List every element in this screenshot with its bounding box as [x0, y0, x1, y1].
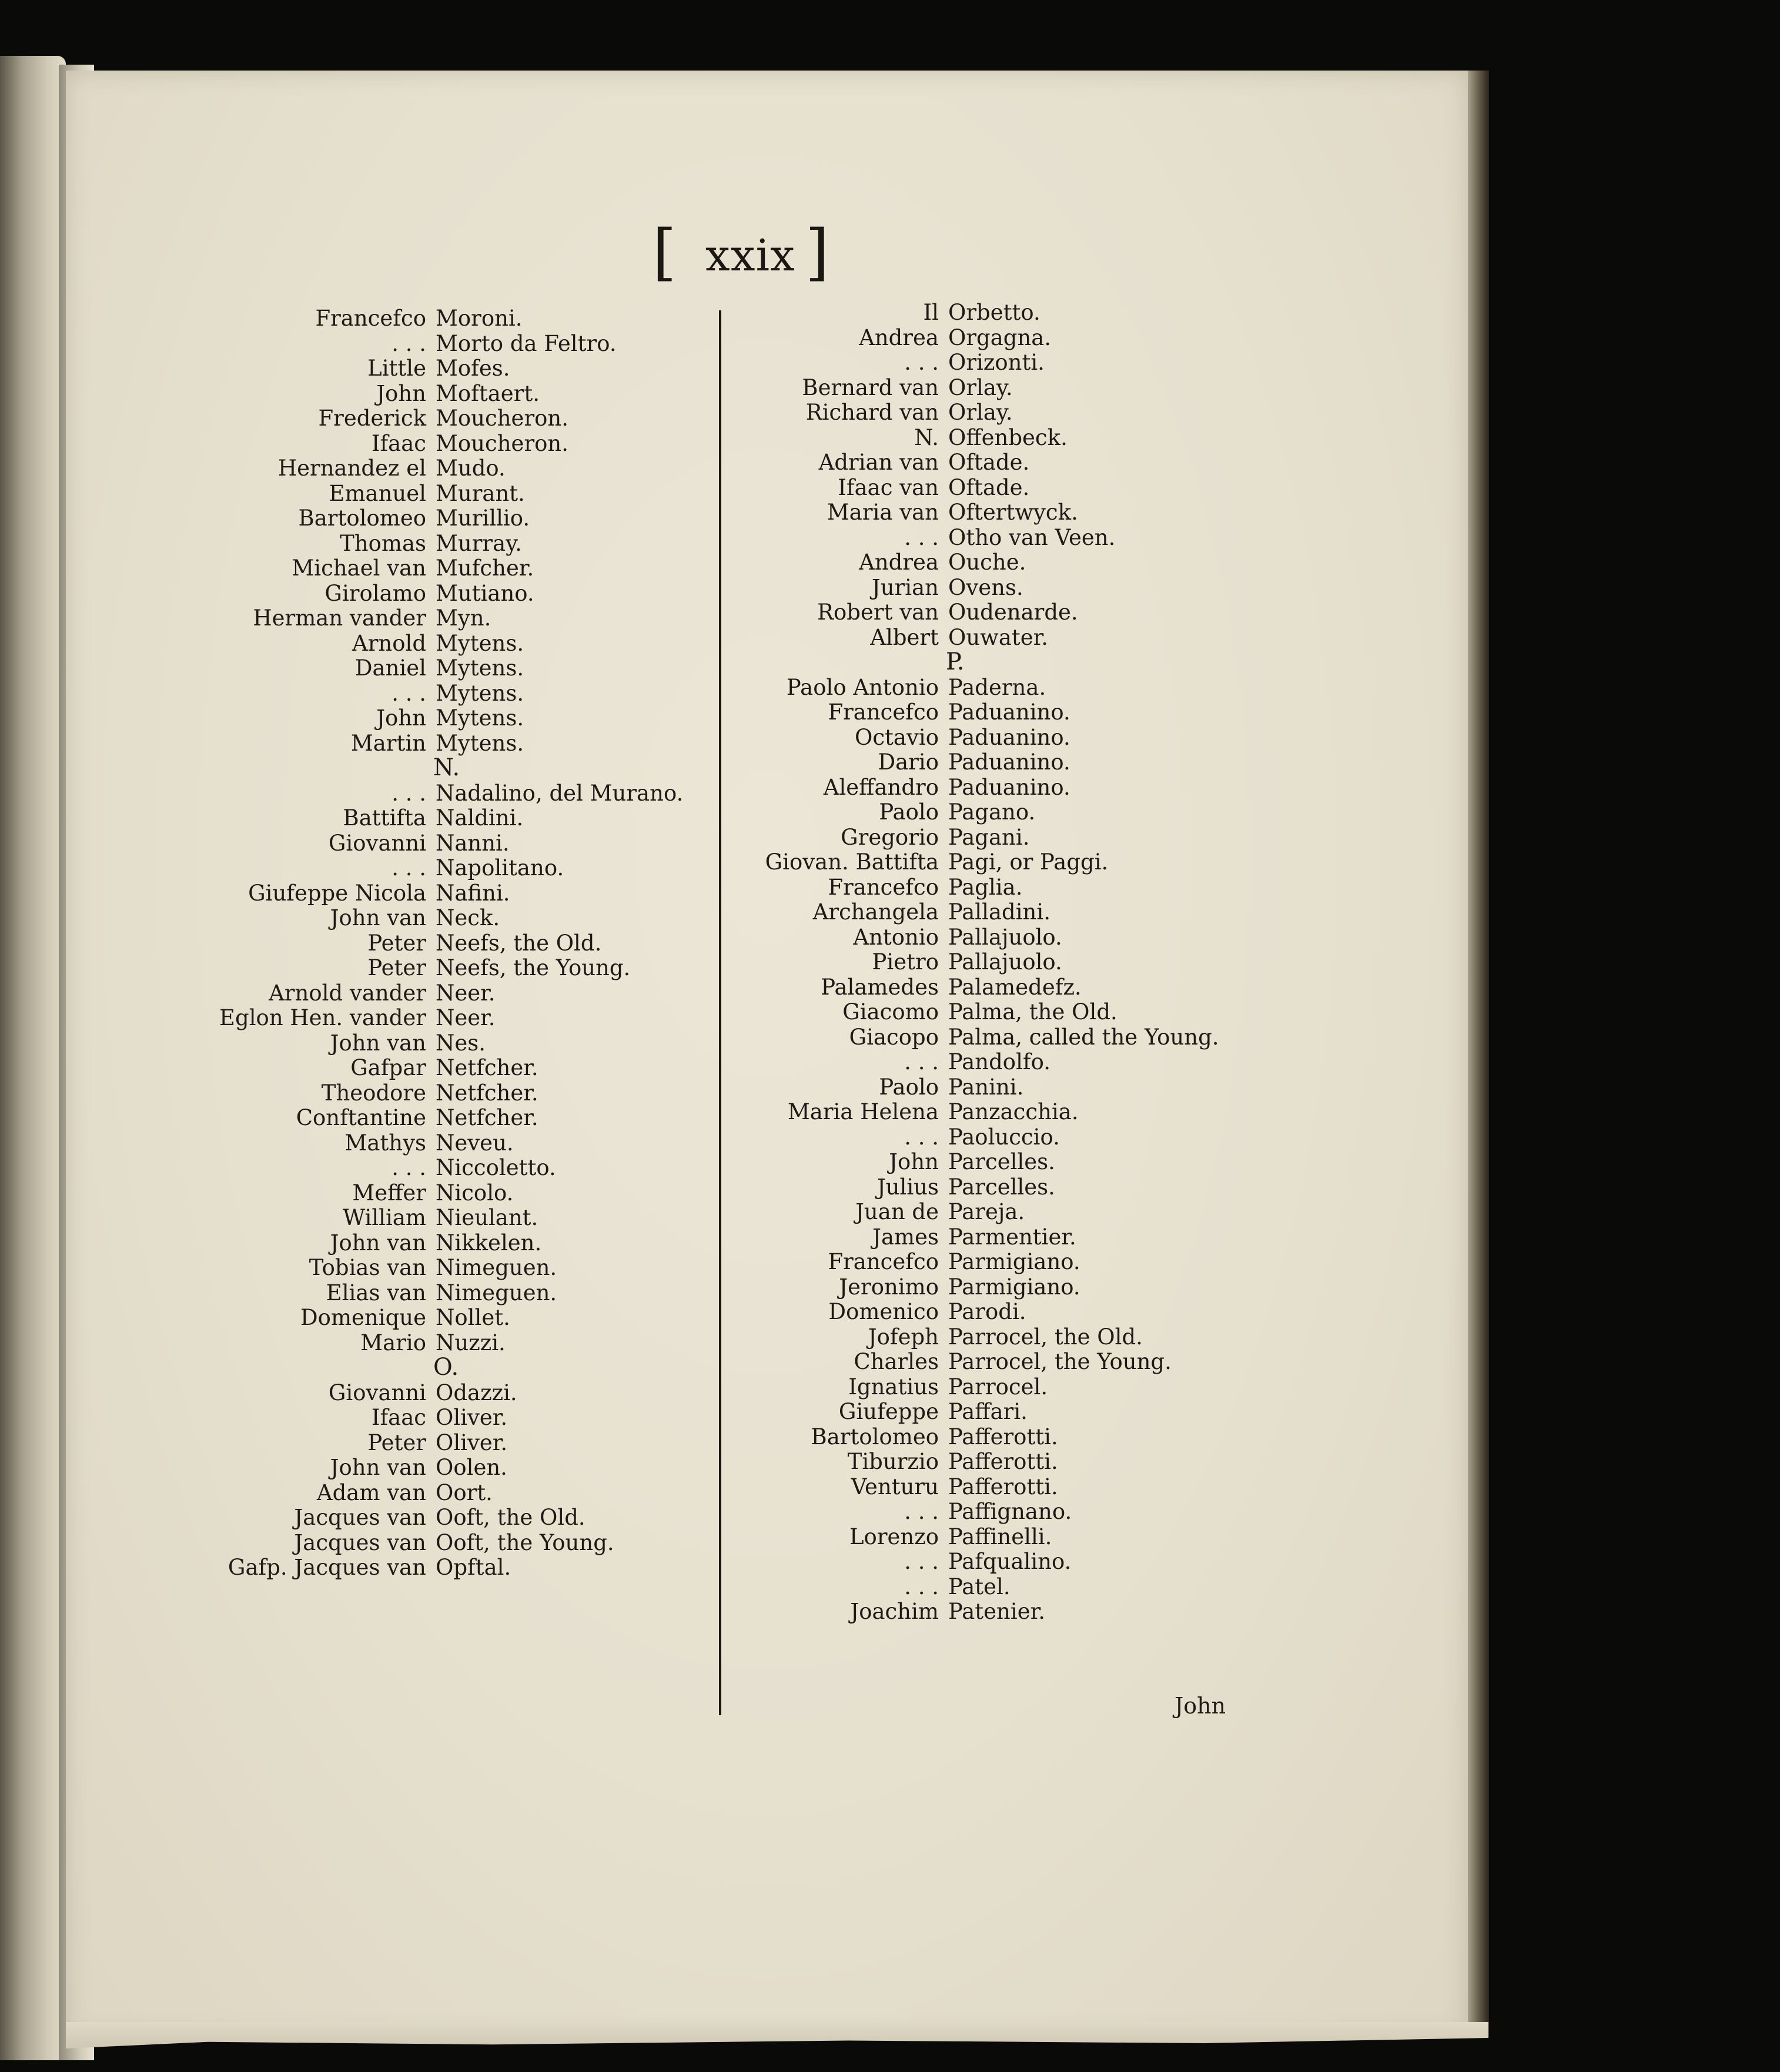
- entry-first-name: Palamedes: [821, 974, 939, 1000]
- book-page: [66, 71, 1468, 2037]
- entry-first-name: Dario: [878, 749, 939, 775]
- entry-first-name: John: [376, 380, 426, 406]
- entry-first-name: . . .: [392, 855, 426, 881]
- entry-first-name: John van: [330, 905, 426, 930]
- entry-surname: Panzacchia.: [948, 1099, 1079, 1124]
- section-letter: O.: [433, 1354, 459, 1381]
- entry-first-name: Domenico: [828, 1299, 939, 1324]
- entry-first-name: Peter: [367, 955, 426, 980]
- bracket-right: ]: [805, 216, 829, 288]
- entry-surname: Naldini.: [436, 805, 524, 831]
- entry-surname: Palma, called the Young.: [948, 1024, 1219, 1050]
- entry-first-name: Giovan. Battifta: [765, 849, 939, 875]
- entry-surname: Murray.: [436, 530, 522, 556]
- entry-first-name: . . .: [392, 330, 426, 356]
- bracket-left: [: [653, 216, 677, 288]
- entry-surname: Nimeguen.: [436, 1255, 557, 1280]
- entry-first-name: Peter: [367, 930, 426, 956]
- entry-surname: Pagani.: [948, 824, 1030, 850]
- entry-first-name: John: [889, 1149, 939, 1174]
- entry-first-name: Gafp. Jacques van: [227, 1555, 426, 1580]
- entry-first-name: Giufeppe Nicola: [248, 880, 426, 906]
- entry-surname: Parrocel, the Old.: [948, 1324, 1143, 1350]
- entry-first-name: Lorenzo: [849, 1524, 939, 1549]
- entry-surname: Parrocel, the Young.: [948, 1349, 1172, 1374]
- entry-surname: Moucheron.: [436, 406, 568, 431]
- entry-first-name: Paolo Antonio: [786, 674, 939, 700]
- entry-first-name: John van: [330, 1030, 426, 1056]
- entry-surname: Paduanino.: [948, 699, 1070, 725]
- section-letter: P.: [946, 648, 965, 675]
- entry-surname: Neefs, the Young.: [436, 955, 631, 980]
- entry-first-name: Albert: [870, 624, 939, 650]
- entry-surname: Neveu.: [436, 1130, 514, 1156]
- entry-first-name: Paolo: [879, 799, 939, 825]
- entry-surname: Mutiano.: [436, 580, 534, 606]
- entry-first-name: Ignatius: [848, 1374, 939, 1400]
- entry-surname: Nollet.: [436, 1305, 510, 1330]
- entry-surname: Oudenarde.: [948, 600, 1078, 625]
- entry-first-name: Pietro: [872, 949, 939, 975]
- entry-surname: Oftade.: [948, 474, 1030, 500]
- entry-surname: Parmigiano.: [948, 1274, 1080, 1300]
- entry-first-name: Maria Helena: [787, 1099, 939, 1124]
- entry-first-name: Giovanni: [328, 1380, 426, 1405]
- entry-surname: Pandolfo.: [948, 1049, 1050, 1075]
- entry-first-name: Bartolomeo: [298, 506, 426, 531]
- entry-surname: Patel.: [948, 1574, 1011, 1599]
- entry-first-name: Elias van: [326, 1280, 426, 1306]
- entry-surname: Napolitano.: [436, 855, 564, 881]
- entry-surname: Paderna.: [948, 674, 1046, 700]
- entry-surname: Odazzi.: [436, 1380, 517, 1405]
- entry-first-name: Ifaac: [371, 430, 426, 456]
- entry-surname: Opftal.: [436, 1555, 511, 1580]
- entry-surname: Palladini.: [948, 899, 1050, 925]
- entry-first-name: Peter: [367, 1430, 426, 1455]
- entry-surname: Parodi.: [948, 1299, 1026, 1324]
- entry-surname: Oftertwyck.: [948, 500, 1078, 525]
- column-divider: [719, 310, 721, 1715]
- entry-surname: Oolen.: [436, 1455, 507, 1480]
- entry-first-name: Eglon Hen. vander: [219, 1005, 426, 1030]
- entry-surname: Paduanino.: [948, 724, 1070, 750]
- entry-first-name: Jurian: [871, 574, 939, 600]
- entry-surname: Pallajuolo.: [948, 949, 1062, 975]
- entry-surname: Ovens.: [948, 574, 1023, 600]
- entry-surname: Parcelles.: [948, 1149, 1055, 1174]
- entry-first-name: James: [872, 1224, 939, 1250]
- entry-first-name: Maria van: [827, 500, 939, 525]
- entry-first-name: Andrea: [859, 324, 939, 350]
- entry-surname: Panini.: [948, 1074, 1024, 1100]
- entry-first-name: Daniel: [354, 655, 426, 681]
- entry-first-name: Juan de: [855, 1199, 939, 1224]
- entry-surname: Pagi, or Paggi.: [948, 849, 1109, 875]
- entry-first-name: Giufeppe: [838, 1399, 939, 1424]
- entry-first-name: Robert van: [817, 600, 939, 625]
- entry-surname: Nikkelen.: [436, 1230, 542, 1256]
- entry-surname: Paduanino.: [948, 749, 1070, 775]
- entry-surname: Nadalino, del Murano.: [436, 780, 684, 806]
- entry-first-name: Tiburzio: [847, 1449, 939, 1474]
- entry-first-name: Archangela: [812, 899, 939, 925]
- entry-surname: Myn.: [436, 605, 491, 631]
- entry-first-name: . . .: [904, 1124, 939, 1150]
- entry-surname: Parrocel.: [948, 1374, 1048, 1400]
- entry-first-name: Girolamo: [324, 580, 426, 606]
- entry-surname: Paduanino.: [948, 774, 1070, 800]
- entry-surname: Niccoletto.: [436, 1155, 556, 1180]
- entry-surname: Moftaert.: [436, 380, 540, 406]
- entry-first-name: . . .: [904, 1049, 939, 1075]
- entry-first-name: Emanuel: [329, 480, 426, 506]
- entry-first-name: Bartolomeo: [811, 1424, 939, 1450]
- entry-first-name: Giacomo: [842, 999, 939, 1025]
- entry-first-name: . . .: [904, 524, 939, 550]
- entry-first-name: . . .: [904, 1574, 939, 1599]
- entry-surname: Pafferotti.: [948, 1474, 1058, 1499]
- entry-surname: Pareja.: [948, 1199, 1025, 1224]
- entry-surname: Ouche.: [948, 550, 1026, 575]
- entry-surname: Oort.: [436, 1479, 493, 1505]
- entry-first-name: John van: [330, 1455, 426, 1480]
- entry-surname: Moroni.: [436, 306, 523, 331]
- entry-first-name: Thomas: [340, 530, 426, 556]
- entry-surname: Parmigiano.: [948, 1249, 1080, 1274]
- entry-surname: Moucheron.: [436, 430, 568, 456]
- entry-surname: Offenbeck.: [948, 424, 1068, 450]
- entry-first-name: Little: [367, 356, 426, 381]
- entry-surname: Palamedefz.: [948, 974, 1082, 1000]
- entry-first-name: Arnold vander: [269, 980, 426, 1006]
- entry-first-name: Andrea: [859, 550, 939, 575]
- entry-surname: Neck.: [436, 905, 500, 930]
- entry-first-name: Giovanni: [328, 830, 426, 856]
- entry-surname: Nuzzi.: [436, 1330, 506, 1355]
- entry-first-name: . . .: [904, 350, 939, 375]
- entry-surname: Nimeguen.: [436, 1280, 557, 1306]
- entry-first-name: Conftantine: [296, 1105, 426, 1130]
- entry-surname: Pafferotti.: [948, 1424, 1058, 1450]
- entry-surname: Pafferotti.: [948, 1449, 1058, 1474]
- entry-first-name: Gafpar: [350, 1055, 426, 1080]
- entry-first-name: Jacques van: [294, 1529, 426, 1555]
- entry-first-name: Charles: [854, 1349, 939, 1374]
- entry-surname: Orgagna.: [948, 324, 1052, 350]
- entry-first-name: . . .: [392, 1155, 426, 1180]
- entry-first-name: Aleffandro: [823, 774, 939, 800]
- entry-surname: Patenier.: [948, 1599, 1046, 1624]
- entry-surname: Mofes.: [436, 356, 510, 381]
- entry-first-name: Herman vander: [253, 605, 426, 631]
- entry-surname: Mytens.: [436, 705, 524, 731]
- entry-surname: Mudo.: [436, 456, 506, 481]
- entry-first-name: Arnold: [352, 630, 426, 656]
- entry-surname: Otho van Veen.: [948, 524, 1116, 550]
- entry-surname: Ouwater.: [948, 624, 1049, 650]
- page-header: [617, 216, 852, 288]
- entry-surname: Ooft, the Young.: [436, 1529, 614, 1555]
- entry-first-name: Frederick: [318, 406, 426, 431]
- entry-first-name: Gregorio: [841, 824, 939, 850]
- entry-surname: Orlay.: [948, 374, 1013, 400]
- entry-surname: Paoluccio.: [948, 1124, 1060, 1150]
- entry-surname: Neefs, the Old.: [436, 930, 602, 956]
- entry-surname: Nanni.: [436, 830, 510, 856]
- entry-first-name: Battifta: [343, 805, 426, 831]
- entry-first-name: . . .: [392, 680, 426, 706]
- entry-first-name: Venturu: [851, 1474, 939, 1499]
- entry-first-name: Bernard van: [802, 374, 939, 400]
- entry-first-name: . . .: [392, 780, 426, 806]
- page-number: xxix: [705, 230, 795, 281]
- entry-first-name: Richard van: [805, 400, 939, 425]
- page-fore-edge: [1468, 71, 1489, 2037]
- entry-surname: Orlay.: [948, 400, 1013, 425]
- entry-first-name: John van: [330, 1230, 426, 1256]
- entry-surname: Paffignano.: [948, 1499, 1072, 1524]
- entry-first-name: Adam van: [316, 1479, 426, 1505]
- entry-surname: Oliver.: [436, 1430, 508, 1455]
- entry-first-name: Julius: [876, 1174, 939, 1200]
- entry-surname: Nes.: [436, 1030, 486, 1056]
- entry-first-name: Meffer: [352, 1180, 426, 1206]
- entry-surname: Ooft, the Old.: [436, 1505, 585, 1530]
- entry-surname: Mytens.: [436, 630, 524, 656]
- entry-first-name: Theodore: [321, 1080, 426, 1106]
- entry-first-name: Joachim: [850, 1599, 939, 1624]
- entry-surname: Oftade.: [948, 450, 1030, 475]
- entry-first-name: Domenique: [300, 1305, 426, 1330]
- page-bottom-edge: [66, 2022, 1488, 2048]
- entry-first-name: . . .: [904, 1549, 939, 1574]
- entry-first-name: Adrian van: [818, 450, 939, 475]
- entry-first-name: Francefco: [828, 1249, 939, 1274]
- entry-surname: Paglia.: [948, 874, 1023, 900]
- entry-surname: Neer.: [436, 1005, 496, 1030]
- entry-surname: Oliver.: [436, 1405, 508, 1430]
- entry-surname: Mytens.: [436, 655, 524, 681]
- entry-surname: Parcelles.: [948, 1174, 1055, 1200]
- entry-surname: Mufcher.: [436, 555, 534, 581]
- entry-first-name: Francefco: [828, 874, 939, 900]
- entry-first-name: Francefco: [828, 699, 939, 725]
- entry-surname: Netfcher.: [436, 1055, 538, 1080]
- previous-page-edge: [0, 56, 66, 2060]
- entry-first-name: Martin: [350, 730, 426, 756]
- entry-surname: Netfcher.: [436, 1080, 538, 1106]
- entry-surname: Paffinelli.: [948, 1524, 1052, 1549]
- catchword: John: [1175, 1693, 1226, 1719]
- entry-surname: Orbetto.: [948, 300, 1040, 325]
- entry-first-name: Jofeph: [868, 1324, 939, 1350]
- entry-surname: Morto da Feltro.: [436, 330, 617, 356]
- entry-surname: Murant.: [436, 480, 525, 506]
- entry-first-name: Tobias van: [309, 1255, 426, 1280]
- entry-first-name: John: [376, 705, 426, 731]
- entry-surname: Nicolo.: [436, 1180, 514, 1206]
- entry-surname: Mytens.: [436, 730, 524, 756]
- entry-surname: Pagano.: [948, 799, 1036, 825]
- entry-first-name: Michael van: [292, 555, 426, 581]
- entry-surname: Neer.: [436, 980, 496, 1006]
- entry-first-name: Mathys: [344, 1130, 426, 1156]
- entry-first-name: Mario: [360, 1330, 426, 1355]
- entry-first-name: Jacques van: [294, 1505, 426, 1530]
- entry-surname: Orizonti.: [948, 350, 1045, 375]
- entry-first-name: Octavio: [855, 724, 939, 750]
- entry-first-name: Giacopo: [849, 1024, 939, 1050]
- entry-surname: Paffari.: [948, 1399, 1028, 1424]
- entry-surname: Netfcher.: [436, 1105, 538, 1130]
- entry-surname: Nafini.: [436, 880, 510, 906]
- entry-surname: Palma, the Old.: [948, 999, 1117, 1025]
- entry-first-name: N.: [914, 424, 939, 450]
- section-letter: N.: [433, 754, 460, 781]
- entry-first-name: . . .: [904, 1499, 939, 1524]
- entry-surname: Murillio.: [436, 506, 530, 531]
- entry-surname: Nieulant.: [436, 1205, 538, 1230]
- entry-first-name: Ifaac: [371, 1405, 426, 1430]
- entry-first-name: William: [343, 1205, 426, 1230]
- entry-surname: Parmentier.: [948, 1224, 1076, 1250]
- entry-first-name: Francefco: [315, 306, 426, 331]
- entry-surname: Mytens.: [436, 680, 524, 706]
- entry-first-name: Antonio: [853, 924, 939, 950]
- entry-first-name: Paolo: [879, 1074, 939, 1100]
- entry-surname: Pallajuolo.: [948, 924, 1062, 950]
- entry-first-name: Jeronimo: [839, 1274, 939, 1300]
- entry-surname: Pafqualino.: [948, 1549, 1072, 1574]
- entry-first-name: Ifaac van: [838, 474, 939, 500]
- entry-first-name: Il: [923, 300, 939, 325]
- entry-first-name: Hernandez el: [277, 456, 426, 481]
